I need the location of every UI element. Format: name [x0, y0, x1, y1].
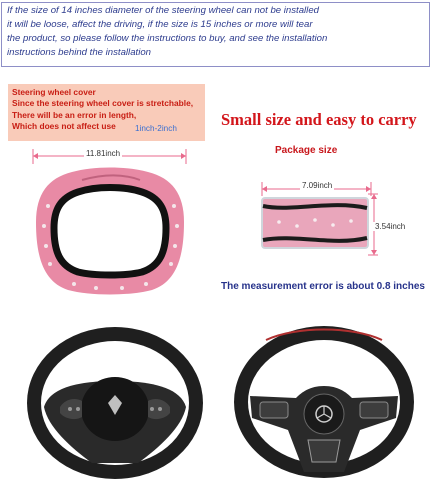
package-image	[261, 196, 371, 251]
stretch-range-label: 1inch-2inch	[135, 124, 177, 133]
cover-dimension-label: 11.81inch	[86, 149, 121, 158]
cover-info-line: Which does not affect use	[12, 121, 116, 131]
cover-info-line: There will be an error in length,	[12, 110, 137, 120]
notice-line: instructions behind the installation	[7, 47, 151, 58]
notice-line: If the size of 14 inches diameter of the steering wheel can not be installed	[7, 5, 319, 16]
cover-info-box	[8, 84, 205, 141]
cover-info-line: Since the steering wheel cover is stretchable,	[12, 98, 194, 108]
headline: Small size and easy to carry	[221, 110, 417, 129]
cover-info-line: Steering wheel cover	[12, 87, 96, 97]
notice-text	[7, 4, 427, 60]
steering-wheel-cover-image	[34, 166, 186, 296]
package-height-label: 3.54inch	[375, 222, 406, 231]
steering-wheel-left-image	[20, 323, 210, 483]
notice-line: it will be loose, affect the driving, if the size is 15 inches or more will tear	[7, 19, 313, 30]
measurement-note: The measurement error is about 0.8 inches	[221, 281, 425, 292]
package-width-label: 7.09inch	[302, 181, 333, 190]
package-title: Package size	[275, 145, 338, 156]
notice-line: the product, so please follow the instructions to buy, and see the installation	[7, 33, 328, 44]
steering-wheel-right-image	[226, 322, 422, 484]
